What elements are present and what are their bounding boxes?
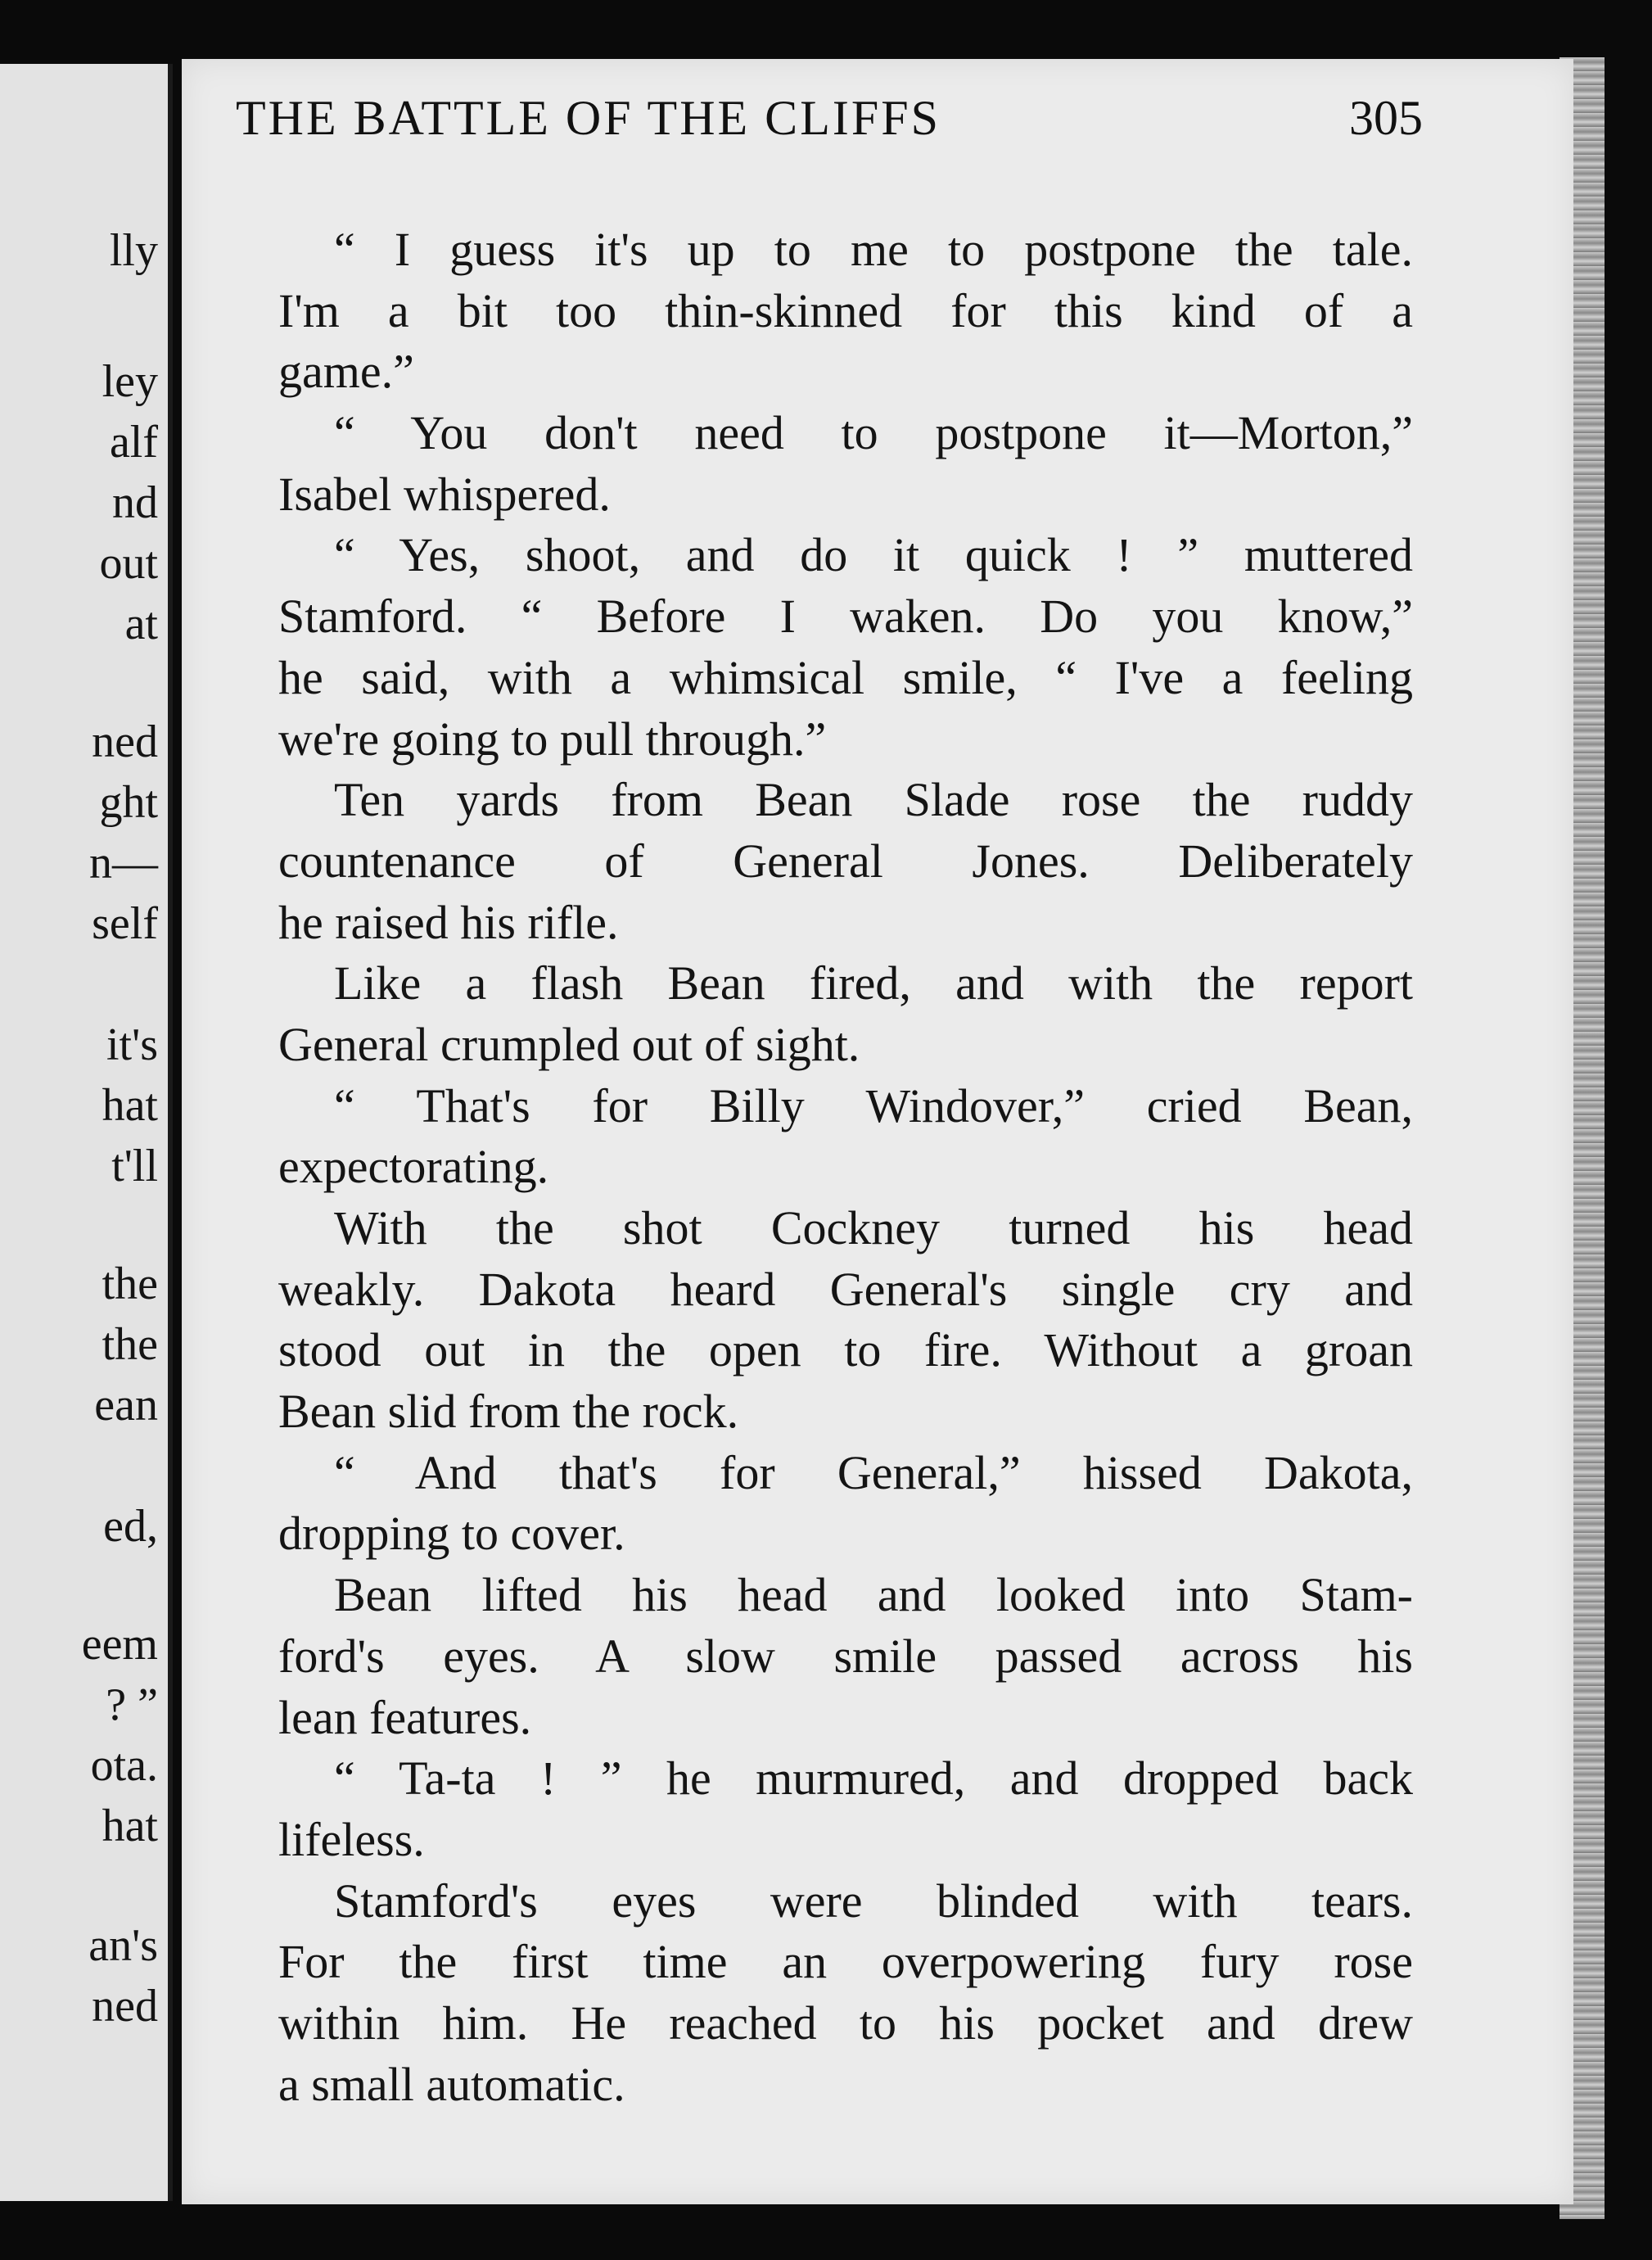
previous-page-fragment: lly — [109, 225, 158, 276]
text-line: Stamford. “ Before I waken. Do you know,” — [278, 590, 1413, 644]
previous-page-fragment: nd — [112, 477, 158, 528]
text-line: Like a flash Bean fired, and with the report — [334, 956, 1413, 1010]
text-line: game.” — [278, 345, 414, 399]
text-line: we're going to pull through.” — [278, 712, 827, 766]
text-line: dropping to cover. — [278, 1507, 625, 1561]
previous-page-fragment: hat — [102, 1080, 158, 1131]
text-line: countenance of General Jones. Deliberately — [278, 834, 1413, 888]
body-text — [278, 219, 1413, 2115]
text-line: ford's eyes. A slow smile passed across his — [278, 1629, 1413, 1683]
text-line: he said, with a whimsical smile, “ I've a feeling — [278, 650, 1413, 704]
previous-page-fragment: it's — [106, 1019, 158, 1070]
text-line: within him. He reached to his pocket and drew — [278, 1996, 1413, 2050]
text-line: For the first time an overpowering fury rose — [278, 1935, 1413, 1989]
text-line: With the shot Cockney turned his head — [334, 1201, 1413, 1254]
text-line: Bean slid from the rock. — [278, 1385, 739, 1439]
previous-page-fragment: n— — [89, 838, 158, 888]
text-line: “ Ta-ta ! ” he murmured, and dropped back — [334, 1752, 1413, 1806]
previous-page-fragment: self — [92, 898, 158, 949]
previous-page-fragment: t'll — [111, 1141, 158, 1191]
text-line: a small automatic. — [278, 2057, 625, 2111]
page-number: 305 — [1349, 91, 1423, 145]
previous-page-fragment: ean — [94, 1380, 158, 1431]
previous-page-fragment: ley — [102, 356, 158, 407]
text-line: expectorating. — [278, 1140, 549, 1194]
previous-page-fragment: ? ” — [106, 1679, 158, 1730]
text-line: I'm a bit too thin-skinned for this kind of a — [278, 283, 1413, 337]
text-line: Ten yards from Bean Slade rose the ruddy — [334, 773, 1413, 827]
running-head: THE BATTLE OF THE CLIFFS — [236, 91, 941, 145]
text-line: weakly. Dakota heard General's single cry and — [278, 1262, 1413, 1316]
text-line: lifeless. — [278, 1812, 425, 1866]
previous-page-fragment: the — [102, 1319, 158, 1370]
text-line: General crumpled out of sight. — [278, 1017, 860, 1071]
previous-page-fragment: ed, — [103, 1501, 158, 1552]
previous-page-fragment: hat — [102, 1801, 158, 1851]
previous-page-fragment: out — [99, 538, 158, 589]
page-header — [236, 90, 1423, 156]
previous-page-fragment: ned — [92, 716, 158, 767]
text-line: Stamford's eyes were blinded with tears. — [334, 1874, 1413, 1928]
text-line: he raised his rifle. — [278, 895, 619, 949]
previous-page-fragment: alf — [109, 417, 158, 468]
text-line: lean features. — [278, 1690, 532, 1744]
text-line: Isabel whispered. — [278, 467, 611, 521]
previous-page-fragment: an's — [88, 1920, 158, 1971]
text-line: stood out in the open to fire. Without a groan — [278, 1323, 1413, 1377]
text-line: “ Yes, shoot, and do it quick ! ” muttered — [334, 528, 1413, 582]
text-line: “ You don't need to postpone it—Morton,” — [334, 406, 1413, 460]
previous-page-fragment: eem — [81, 1619, 158, 1670]
previous-page-fragment: the — [102, 1259, 158, 1309]
text-line: “ And that's for General,” hissed Dakota, — [334, 1445, 1413, 1499]
previous-page-fragment: at — [124, 599, 158, 649]
text-line: “ I guess it's up to me to postpone the tale. — [334, 223, 1413, 276]
previous-page-fragment: ght — [99, 777, 158, 828]
previous-page-edge — [0, 64, 173, 2201]
previous-page-fragment: ned — [92, 1981, 158, 2032]
text-line: Bean lifted his head and looked into Stam- — [334, 1568, 1413, 1622]
previous-page-fragment: ota. — [90, 1740, 158, 1791]
text-line: “ That's for Billy Windover,” cried Bean, — [334, 1078, 1413, 1132]
